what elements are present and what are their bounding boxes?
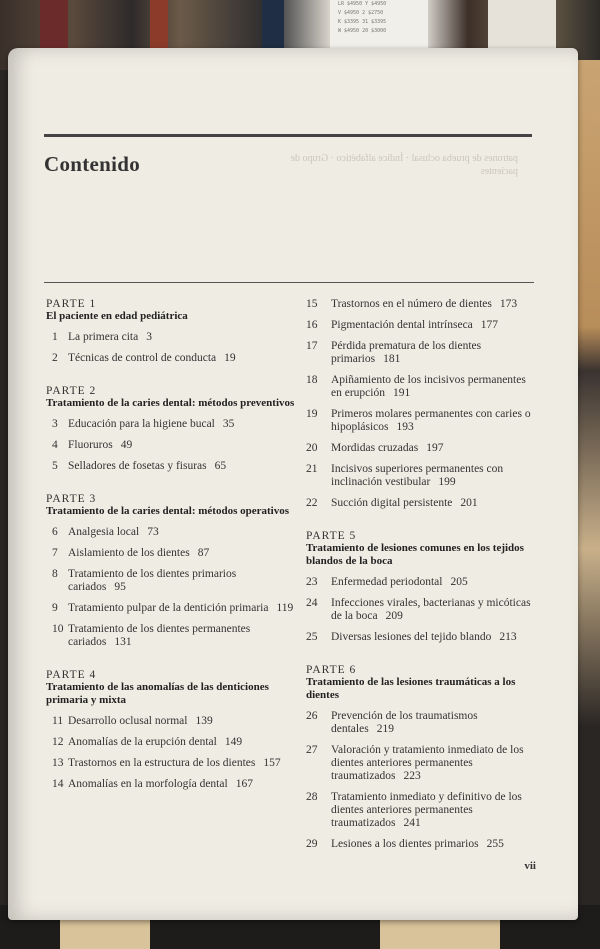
- toc-part: [306, 298, 538, 510]
- chapter-page: 223: [403, 770, 421, 782]
- chapter-number: 9: [52, 602, 58, 614]
- page-number: vii: [524, 860, 536, 872]
- part-title: Tratamiento de la caries dental: métodos preventivos: [46, 397, 295, 409]
- chapter-title: Apiñamiento de los incisivos permanentes en erupción: [331, 374, 526, 399]
- part-label: PARTE 2: [46, 385, 97, 397]
- chapter-entry-text: [68, 736, 296, 749]
- toc-entry[interactable]: [306, 710, 538, 736]
- toc-entry[interactable]: [306, 597, 538, 623]
- chapter-entry-text: [331, 298, 538, 311]
- chapter-title: Pérdida prematura de los dientes primarios: [331, 340, 482, 365]
- chapter-number: 21: [306, 463, 318, 475]
- chapter-title: Valoración y tratamiento inmediato de los dientes anteriores permanentes traumatizados: [331, 744, 524, 782]
- chapter-title: Pigmentación dental intrínseca: [331, 319, 473, 331]
- chapter-number: 24: [306, 597, 318, 609]
- chapter-page: 255: [486, 838, 504, 850]
- chapter-page: 219: [376, 723, 394, 735]
- chapter-page: 149: [224, 736, 243, 748]
- chapter-number: 16: [306, 319, 318, 331]
- chapter-title: Succión digital persistente: [331, 497, 453, 509]
- toc-entry[interactable]: [306, 408, 538, 434]
- chapter-title: Enfermedad periodontal: [331, 576, 443, 588]
- chapter-entry-text: [68, 331, 296, 344]
- chapter-page: 191: [392, 387, 411, 399]
- chapter-number: 4: [52, 439, 58, 451]
- toc-part: [46, 385, 296, 473]
- toc-entry[interactable]: [46, 460, 296, 473]
- chapter-title: Lesiones a los dientes primarios: [331, 838, 479, 850]
- chapter-page: 49: [120, 439, 133, 451]
- chapter-title: Diversas lesiones del tejido blando: [331, 631, 492, 643]
- toc-entry[interactable]: [306, 374, 538, 400]
- price-slip-line: W $4950 20 $3000: [338, 28, 387, 34]
- chapter-entry-text: [68, 418, 296, 431]
- toc-part: [46, 669, 296, 791]
- chapter-entry-text: [68, 526, 296, 539]
- part-title: El paciente en edad pediátrica: [46, 310, 188, 322]
- chapter-number: 1: [52, 331, 58, 343]
- chapter-number: 14: [52, 778, 64, 790]
- chapter-number: 10: [52, 623, 64, 635]
- chapter-entry-text: [331, 576, 538, 589]
- chapter-entry-text: [331, 744, 538, 783]
- chapter-entry-text: [68, 460, 296, 473]
- toc-entry[interactable]: [306, 838, 538, 851]
- chapter-number: 29: [306, 838, 318, 850]
- chapter-number: 5: [52, 460, 58, 472]
- chapter-number: 26: [306, 710, 318, 722]
- chapter-page: 119: [276, 602, 294, 614]
- chapter-entry-text: [331, 631, 538, 644]
- toc-entry[interactable]: [46, 352, 296, 365]
- chapter-page: 201: [460, 497, 478, 509]
- price-slip-line: V $4950 2 $2750: [338, 10, 384, 16]
- chapter-title: Infecciones virales, bacterianas y micóticas de la boca: [331, 597, 531, 622]
- toc-entry[interactable]: [46, 439, 296, 452]
- part-title: Tratamiento de la caries dental: métodos operativos: [46, 505, 289, 517]
- chapter-page: 131: [114, 636, 132, 648]
- chapter-entry-text: [68, 602, 296, 615]
- chapter-number: 2: [52, 352, 58, 364]
- chapter-page: 181: [383, 353, 401, 365]
- toc-entry[interactable]: [46, 757, 296, 770]
- chapter-title: Tratamiento inmediato y definitivo de los dientes anteriores permanentes traumatizados: [331, 791, 522, 829]
- chapter-title: Aislamiento de los dientes: [68, 547, 190, 559]
- price-slip-line: LR $4950 Y $4950: [338, 1, 387, 7]
- chapter-page: 209: [385, 610, 403, 622]
- chapter-number: 20: [306, 442, 318, 454]
- chapter-entry-text: [68, 352, 296, 365]
- chapter-page: 35: [222, 418, 235, 430]
- chapter-page: 73: [147, 526, 159, 538]
- chapter-entry-text: [68, 547, 296, 560]
- chapter-page: 193: [396, 421, 414, 433]
- chapter-entry-text: [331, 838, 538, 851]
- chapter-number: 3: [52, 418, 58, 430]
- chapter-page: 241: [403, 817, 421, 829]
- toc-entry[interactable]: [306, 497, 538, 510]
- chapter-entry-text: [331, 442, 538, 455]
- chapter-number: 25: [306, 631, 318, 643]
- chapter-entry-text: [331, 463, 538, 489]
- chapter-title: Técnicas de control de conducta: [68, 352, 217, 364]
- toc-part: [46, 493, 296, 649]
- toc-entry[interactable]: [306, 576, 538, 589]
- toc-part: [306, 530, 538, 644]
- chapter-title: Desarrollo oclusal normal: [68, 715, 188, 727]
- chapter-number: 19: [306, 408, 318, 420]
- chapter-number: 22: [306, 497, 318, 509]
- toc-entry[interactable]: [306, 791, 538, 830]
- toc-entry[interactable]: [46, 623, 296, 649]
- chapter-entry-text: [331, 791, 538, 830]
- toc-entry[interactable]: [46, 715, 296, 728]
- toc-entry[interactable]: [46, 568, 296, 594]
- book-page: [8, 48, 578, 920]
- chapter-number: 17: [306, 340, 318, 352]
- chapter-entry-text: [331, 374, 538, 400]
- chapter-entry-text: [68, 568, 296, 594]
- chapter-number: 15: [306, 298, 318, 310]
- chapter-title: Selladores de fosetas y fisuras: [68, 460, 207, 472]
- chapter-title: Prevención de los traumatismos dentales: [331, 710, 478, 735]
- chapter-page: 139: [195, 715, 213, 727]
- toc-right-column: [306, 298, 538, 871]
- chapter-number: 7: [52, 547, 58, 559]
- chapter-title: Analgesia local: [68, 526, 140, 538]
- chapter-page: 167: [235, 778, 253, 790]
- chapter-entry-text: [331, 408, 538, 434]
- toc-entry[interactable]: [46, 736, 296, 749]
- part-title: Tratamiento de lesiones comunes en los tejidos blandos de la boca: [306, 542, 524, 567]
- chapter-entry-text: [331, 340, 538, 366]
- chapter-number: 13: [52, 757, 64, 769]
- chapter-title: Educación para la higiene bucal: [68, 418, 215, 430]
- toc-entry[interactable]: [306, 319, 538, 332]
- chapter-page: 205: [450, 576, 468, 588]
- chapter-page: 157: [263, 757, 281, 769]
- chapter-page: 19: [224, 352, 236, 364]
- toc-entry[interactable]: [46, 778, 296, 791]
- chapter-title: Tratamiento pulpar de la dentición primaria: [68, 602, 269, 614]
- chapter-number: 23: [306, 576, 318, 588]
- chapter-page: 87: [197, 547, 210, 559]
- toc-entry[interactable]: [306, 298, 538, 311]
- part-title: Tratamiento de las lesiones traumáticas a los dientes: [306, 676, 516, 701]
- toc-entry[interactable]: [306, 744, 538, 783]
- chapter-entry-text: [68, 778, 296, 791]
- chapter-entry-text: [68, 439, 296, 452]
- part-title: Tratamiento de las anomalías de las denticiones primaria y mixta: [46, 681, 269, 706]
- chapter-number: 8: [52, 568, 58, 580]
- show-through-text: patrones de prueba oclusal · Índice alfabético · Grupo de pacientes: [290, 153, 518, 177]
- part-label: PARTE 5: [306, 530, 357, 542]
- toc-entry[interactable]: [306, 442, 538, 455]
- part-label: PARTE 4: [46, 669, 97, 681]
- chapter-entry-text: [331, 710, 538, 736]
- chapter-entry-text: [331, 319, 538, 332]
- toc-entry[interactable]: [46, 602, 296, 615]
- chapter-page: 177: [480, 319, 499, 331]
- toc-entry[interactable]: [306, 631, 538, 644]
- toc-entry[interactable]: [306, 340, 538, 366]
- section-rule: [44, 282, 534, 283]
- chapter-number: 18: [306, 374, 318, 386]
- chapter-entry-text: [68, 757, 296, 770]
- chapter-page: 3: [146, 331, 152, 343]
- heading-rule: [44, 134, 532, 137]
- part-label: PARTE 1: [46, 298, 97, 310]
- toc-left-column: [46, 298, 296, 811]
- chapter-page: 213: [499, 631, 517, 643]
- toc-part: [46, 298, 296, 365]
- chapter-title: Trastornos en la estructura de los dientes: [68, 757, 256, 769]
- chapter-number: 27: [306, 744, 318, 756]
- chapter-page: 199: [438, 476, 456, 488]
- chapter-title: Anomalías de la erupción dental: [68, 736, 217, 748]
- chapter-title: Primeros molares permanentes con caries o hipoplásicos: [331, 408, 531, 433]
- chapter-title: Fluoruros: [68, 439, 113, 451]
- chapter-number: 11: [52, 715, 64, 727]
- chapter-title: Tratamiento de los dientes permanentes cariados: [68, 623, 251, 648]
- chapter-entry-text: [331, 497, 538, 510]
- chapter-title: Incisivos superiores permanentes con inclinación vestibular: [331, 463, 504, 488]
- part-label: PARTE 6: [306, 664, 357, 676]
- chapter-entry-text: [68, 623, 296, 649]
- chapter-page: 173: [499, 298, 518, 310]
- part-label: PARTE 3: [46, 493, 97, 505]
- chapter-title: Trastornos en el número de dientes: [331, 298, 492, 310]
- chapter-page: 95: [114, 581, 126, 593]
- toc-part: [306, 664, 538, 851]
- chapter-title: La primera cita: [68, 331, 139, 343]
- chapter-title: Anomalías en la morfología dental: [68, 778, 228, 790]
- chapter-number: 28: [306, 791, 318, 803]
- chapter-entry-text: [331, 597, 538, 623]
- chapter-number: 12: [52, 736, 64, 748]
- chapter-number: 6: [52, 526, 58, 538]
- chapter-page: 65: [214, 460, 227, 472]
- price-slip-line: K $3395 31 $3395: [338, 19, 387, 25]
- chapter-page: 197: [426, 442, 444, 454]
- page-title: Contenido: [44, 152, 141, 176]
- chapter-title: Tratamiento de los dientes primarios cariados: [68, 568, 237, 593]
- toc-entry[interactable]: [46, 418, 296, 431]
- toc-entry[interactable]: [306, 463, 538, 489]
- chapter-title: Mordidas cruzadas: [331, 442, 419, 454]
- toc-entry[interactable]: [46, 526, 296, 539]
- toc-entry[interactable]: [46, 331, 296, 344]
- toc-entry[interactable]: [46, 547, 296, 560]
- chapter-entry-text: [68, 715, 296, 728]
